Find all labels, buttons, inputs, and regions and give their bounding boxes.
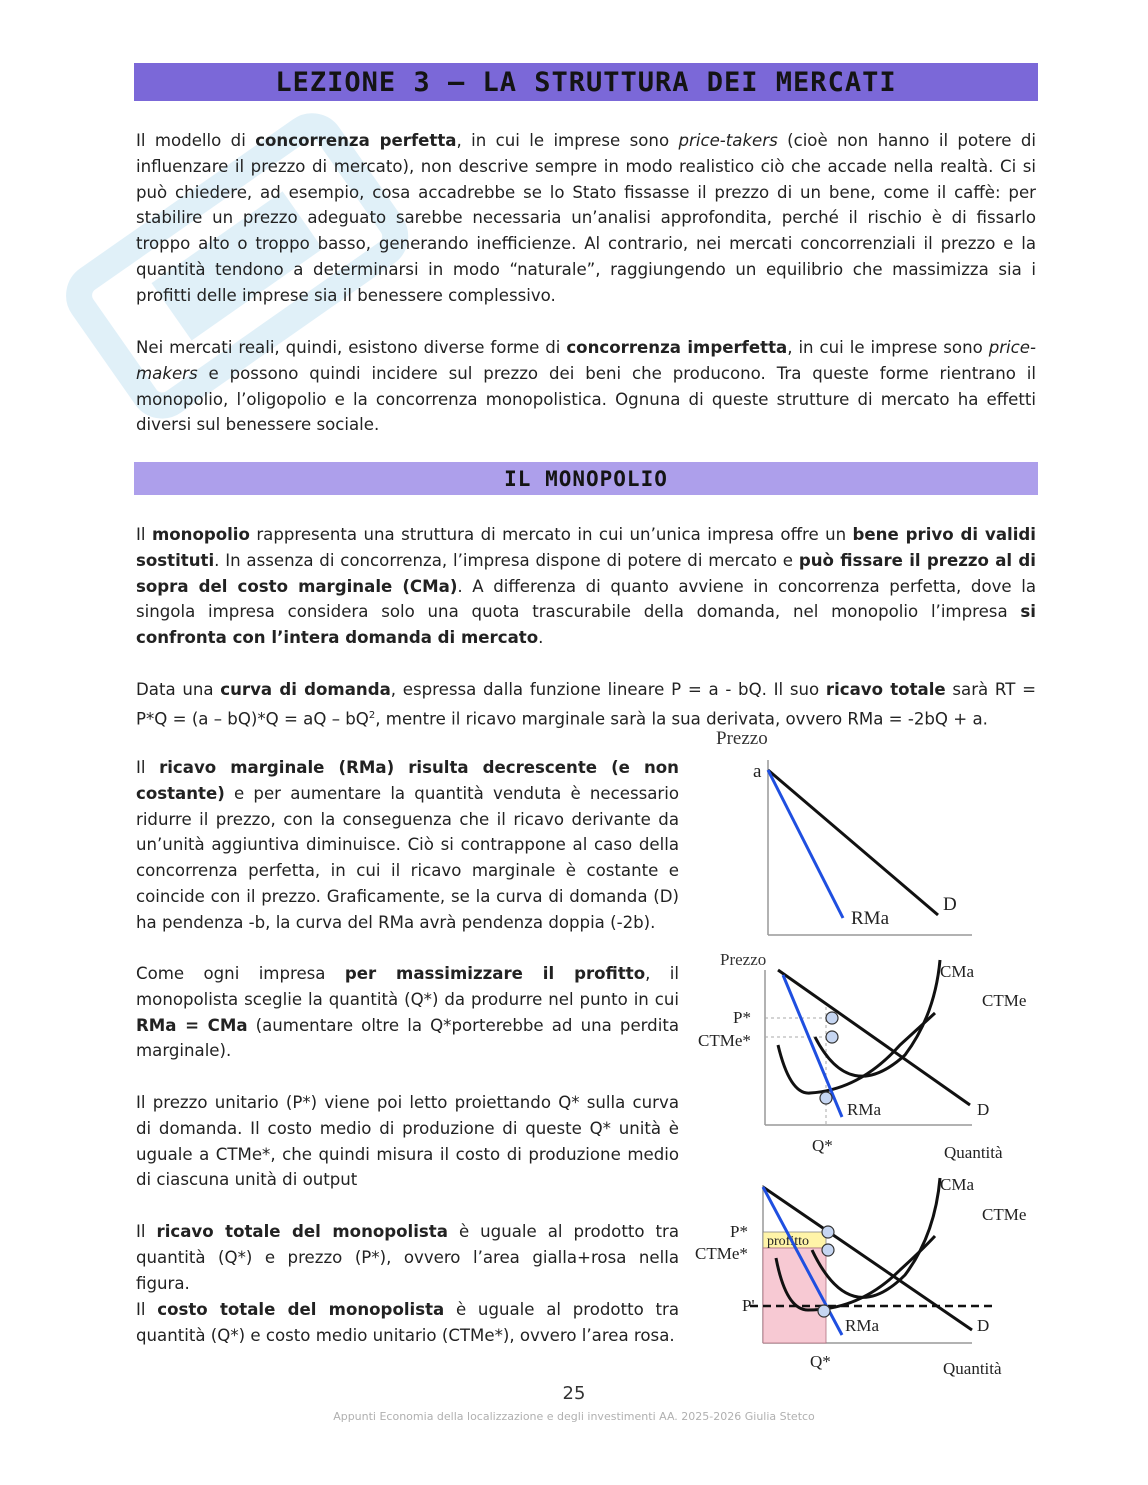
fig1-label-rma: RMa: [851, 908, 889, 929]
fig3-label-rma: RMa: [845, 1316, 879, 1335]
fig3-label-cma: CMa: [940, 1175, 974, 1194]
section-title: IL MONOPOLIO: [504, 466, 668, 491]
fig2-label-cma: CMa: [940, 962, 974, 981]
fig3-label-pprime: P': [742, 1296, 755, 1315]
fig3-xlabel: Quantità: [943, 1359, 1002, 1378]
footer-note: Appunti Economia della localizzazione e degli investimenti AA. 2025-2026 Giulia Stetco: [333, 1410, 815, 1423]
fig1-label-a: a: [753, 761, 762, 782]
lesson-title-bar: [134, 63, 1038, 101]
fig2-point-ctme: [826, 1031, 838, 1043]
lesson-title: LEZIONE 3 – LA STRUTTURA DEI MERCATI: [275, 66, 897, 98]
fig3-label-pstar: P*: [730, 1222, 748, 1241]
figure-demand-marginal-revenue: [700, 725, 1020, 940]
figure-monopoly-equilibrium: [690, 945, 1040, 1170]
fig3-label-ctme: CTMe: [982, 1205, 1027, 1224]
fig3-point-pstar: [822, 1226, 834, 1238]
fig2-label-rma: RMa: [847, 1100, 881, 1119]
fig3-label-ctmestar: CTMe*: [695, 1244, 748, 1263]
fig3-point-rma-cma: [818, 1305, 830, 1317]
fig1-ylabel: Prezzo: [716, 728, 768, 749]
fig2-rma-line: [783, 975, 842, 1117]
fig3-cost-area: [763, 1248, 826, 1343]
paragraph-ricavo-totale: Il ricavo totale del monopolista è uguale al prodotto tra quantità (Q*) e prezzo (P*), ovvero l’area gialla+rosa nella figura.: [136, 1222, 679, 1293]
fig2-label-qstar: Q*: [812, 1136, 833, 1155]
paragraph-concorrenza-perfetta: Il modello di concorrenza perfetta, in cui le imprese sono price-takers (cioè non hanno il potere di influenzare il prezzo di mercato), non descrive sempre in modo realistico ciò che accade nella realtà. Ci si può chiedere, ad esempio, cosa accadrebbe se lo Stato fissasse il prezzo di un bene, come il caffè: per stabilire un prezzo adeguato sarebbe necessaria un’analisi approfondita, perché il rischio è di fissarlo troppo alto o troppo basso, generando inefficienze. Al contrario, nei mercati concorrenziali il prezzo e la quantità tendono a determinarsi in modo “naturale”, raggiungendo un equilibrio che massimizza sia i profitti delle imprese sia il benessere complessivo.: [136, 131, 1036, 305]
paragraph-prezzo-unitario: Il prezzo unitario (P*) viene poi letto proiettando Q* sulla curva di domanda. Il costo medio di produzione di queste Q* unità è uguale a CTMe*, che quindi misura il costo di produzione medio di ciascuna unità di output: [136, 1093, 679, 1190]
paragraph-concorrenza-imperfetta: Nei mercati reali, quindi, esistono diverse forme di concorrenza imperfetta, in cui le imprese sono price-makers e possono quindi incidere sul prezzo dei beni che producono. Tra queste forme rientrano il monopolio, l’oligopolio e la concorrenza monopolistica. Ognuna di queste strutture di mercato ha effetti diversi sul benessere sociale.: [136, 338, 1036, 435]
fig3-point-ctme: [822, 1244, 834, 1256]
fig2-label-d: D: [977, 1100, 990, 1119]
paragraph-monopolio: Il monopolio rappresenta una struttura di mercato in cui un’unica impresa offre un bene privo di validi sostituti. In assenza di concorrenza, l’impresa dispone di potere di mercato e può fissare il prezzo al di sopra del costo marginale (CMa). A differenza di quanto avviene in concorrenza perfetta, dove la singola impresa considera solo una quota trascurabile della domanda, nel monopolio l’impresa si confronta con l’intera domanda di mercato.: [136, 525, 1036, 648]
fig1-rma-line: [768, 770, 843, 918]
fig3-label-profitto: profitto: [767, 1234, 809, 1249]
fig2-demand-line: [778, 970, 970, 1105]
paragraph-massimizzare-profitto: Come ogni impresa per massimizzare il profitto, il monopolista sceglie la quantità (Q*) da produrre nel punto in cui RMa = CMa (aumentare oltre la Q*porterebbe ad una perdita marginale).: [136, 964, 679, 1061]
fig2-point-pstar: [826, 1012, 838, 1024]
fig3-label-qstar: Q*: [810, 1352, 831, 1371]
fig2-xlabel: Quantità: [944, 1143, 1003, 1162]
fig1-demand-line: [768, 770, 938, 915]
paragraph-curva-domanda: Data una curva di domanda, espressa dalla funzione lineare P = a - bQ. Il suo ricavo totale sarà RT = P*Q = (a – bQ)*Q = aQ – $bQ^2$, mentre il ricavo marginale sarà la sua derivata, ovvero RMa = -2bQ + a.: [136, 680, 1036, 729]
fig1-label-d: D: [943, 894, 957, 915]
fig2-label-ctme: CTMe: [982, 991, 1027, 1010]
fig2-label-ctmestar: CTMe*: [698, 1031, 751, 1050]
section-title-bar: [134, 462, 1038, 495]
page-number: 25: [562, 1383, 586, 1404]
figure-monopoly-profit: [690, 1170, 1040, 1382]
paragraph-costo-totale: Il costo totale del monopolista è uguale al prodotto tra quantità (Q*) e costo medio unitario (CTMe*), ovvero l’area rosa.: [136, 1300, 679, 1345]
fig2-ylabel: Prezzo: [720, 950, 767, 969]
fig2-label-pstar: P*: [733, 1008, 751, 1027]
fig3-label-d: D: [977, 1316, 990, 1335]
paragraph-ricavo-marginale: Il ricavo marginale (RMa) risulta decrescente (e non costante) e per aumentare la quantità venduta è necessario ridurre il prezzo, con la conseguenza che il ricavo derivante da un’unità aggiuntiva diminuisce. Ciò si contrappone al caso della concorrenza perfetta, in cui il ricavo marginale è costante e coincide con il prezzo. Graficamente, se la curva di domanda (D) ha pendenza -b, la curva del RMa avrà pendenza doppia (-2b).: [136, 758, 679, 932]
fig2-point-rma-cma: [820, 1092, 832, 1104]
